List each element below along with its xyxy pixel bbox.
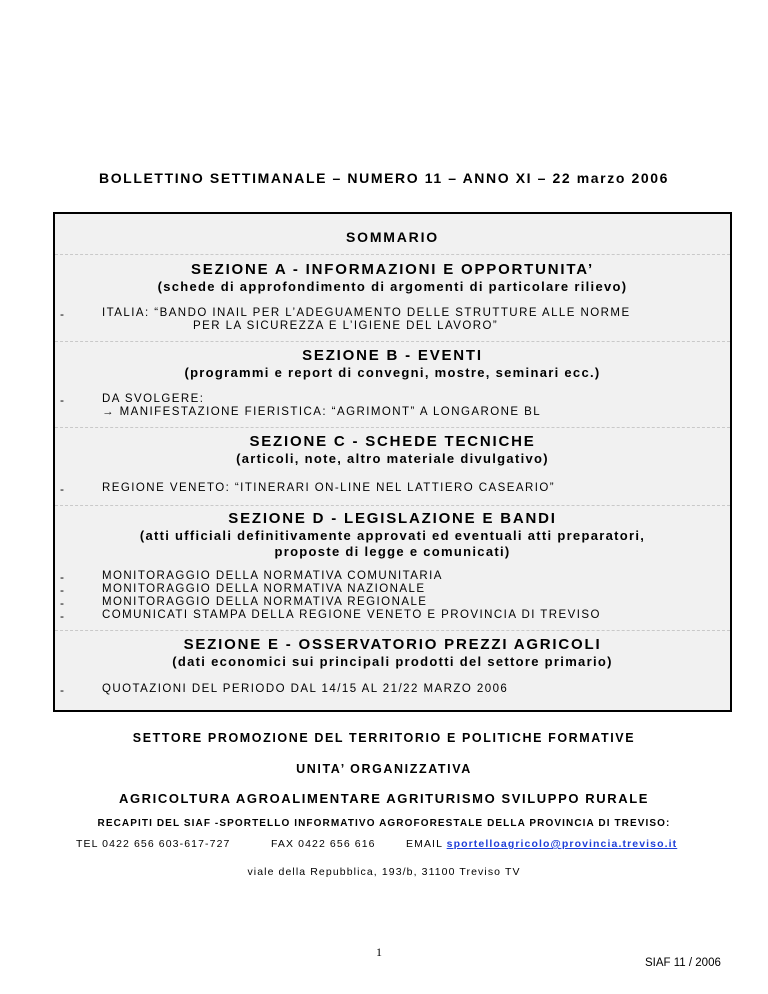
section-divider (55, 254, 730, 255)
address-line: viale della Repubblica, 193/b, 31100 Treviso TV (247, 866, 521, 878)
list-item-continuation: → MANIFESTAZIONE FIERISTICA: “AGRIMONT” A LONGARONE BL (102, 406, 542, 418)
list-bullet: - (60, 570, 64, 584)
section-divider (55, 427, 730, 428)
section-c-heading: SEZIONE C - SCHEDE TECNICHE (249, 433, 536, 450)
section-b-heading: SEZIONE B - EVENTI (302, 347, 483, 364)
section-divider (55, 505, 730, 506)
settore-line: SETTORE PROMOZIONE DEL TERRITORIO E POLITICHE FORMATIVE (132, 731, 636, 745)
fax-line: FAX 0422 656 616 (271, 838, 376, 850)
list-bullet: - (60, 609, 64, 623)
section-e-subtitle: (dati economici sui principali prodotti del settore primario) (172, 654, 613, 669)
unita-line: UNITA’ ORGANIZZATIVA (296, 762, 472, 776)
section-e-heading: SEZIONE E - OSSERVATORIO PREZZI AGRICOLI (183, 636, 602, 653)
list-item: QUOTAZIONI DEL PERIODO DAL 14/15 AL 21/22 MARZO 2006 (102, 683, 509, 695)
list-item: ITALIA: “BANDO INAIL PER L’ADEGUAMENTO DELLE STRUTTURE ALLE NORME (102, 307, 631, 319)
section-c-subtitle: (articoli, note, altro materiale divulgativo) (236, 451, 549, 466)
list-bullet: - (60, 393, 64, 407)
document-code: SIAF 11 / 2006 (645, 957, 721, 969)
section-divider (55, 341, 730, 342)
sommario-title: SOMMARIO (346, 229, 439, 245)
section-d-subtitle: proposte di legge e comunicati) (274, 544, 511, 559)
list-bullet: - (60, 307, 64, 321)
list-bullet: - (60, 683, 64, 697)
list-item: MONITORAGGIO DELLA NORMATIVA NAZIONALE (102, 583, 426, 595)
bulletin-header: BOLLETTINO SETTIMANALE – NUMERO 11 – ANNO XI – 22 marzo 2006 (98, 170, 670, 186)
section-d-subtitle: (atti ufficiali definitivamente approvati ed eventuali atti preparatori, (139, 528, 646, 543)
list-item: MONITORAGGIO DELLA NORMATIVA REGIONALE (102, 596, 428, 608)
recapiti-line: RECAPITI DEL SIAF -SPORTELLO INFORMATIVO AGROFORESTALE DELLA PROVINCIA DI TREVISO: (97, 818, 671, 829)
list-item: COMUNICATI STAMPA DELLA REGIONE VENETO E PROVINCIA DI TREVISO (102, 609, 601, 621)
section-b-subtitle: (programmi e report di convegni, mostre, seminari ecc.) (184, 365, 601, 380)
agricoltura-line: AGRICOLTURA AGROALIMENTARE AGRITURISMO SVILUPPO RURALE (118, 791, 650, 806)
list-item: REGIONE VENETO: “ITINERARI ON-LINE NEL LATTIERO CASEARIO” (102, 482, 556, 494)
section-d-heading: SEZIONE D - LEGISLAZIONE E BANDI (228, 510, 557, 527)
list-bullet: - (60, 583, 64, 597)
list-bullet: - (60, 482, 64, 496)
list-item: MONITORAGGIO DELLA NORMATIVA COMUNITARIA (102, 570, 443, 582)
section-divider (55, 630, 730, 631)
email-label: EMAIL (406, 838, 443, 850)
email-link[interactable]: sportelloagricolo@provincia.treviso.it (446, 838, 678, 850)
section-a-subtitle: (schede di approfondimento di argomenti di particolare rilievo) (157, 279, 628, 294)
list-item-continuation: PER LA SICUREZZA E L’IGIENE DEL LAVORO” (193, 320, 499, 332)
list-item: DA SVOLGERE: (102, 393, 205, 405)
list-bullet: - (60, 596, 64, 610)
section-a-heading: SEZIONE A - INFORMAZIONI E OPPORTUNITA’ (191, 261, 594, 278)
tel-line: TEL 0422 656 603-617-727 (76, 838, 231, 850)
page-number: 1 (376, 945, 382, 959)
email-line (406, 838, 677, 850)
